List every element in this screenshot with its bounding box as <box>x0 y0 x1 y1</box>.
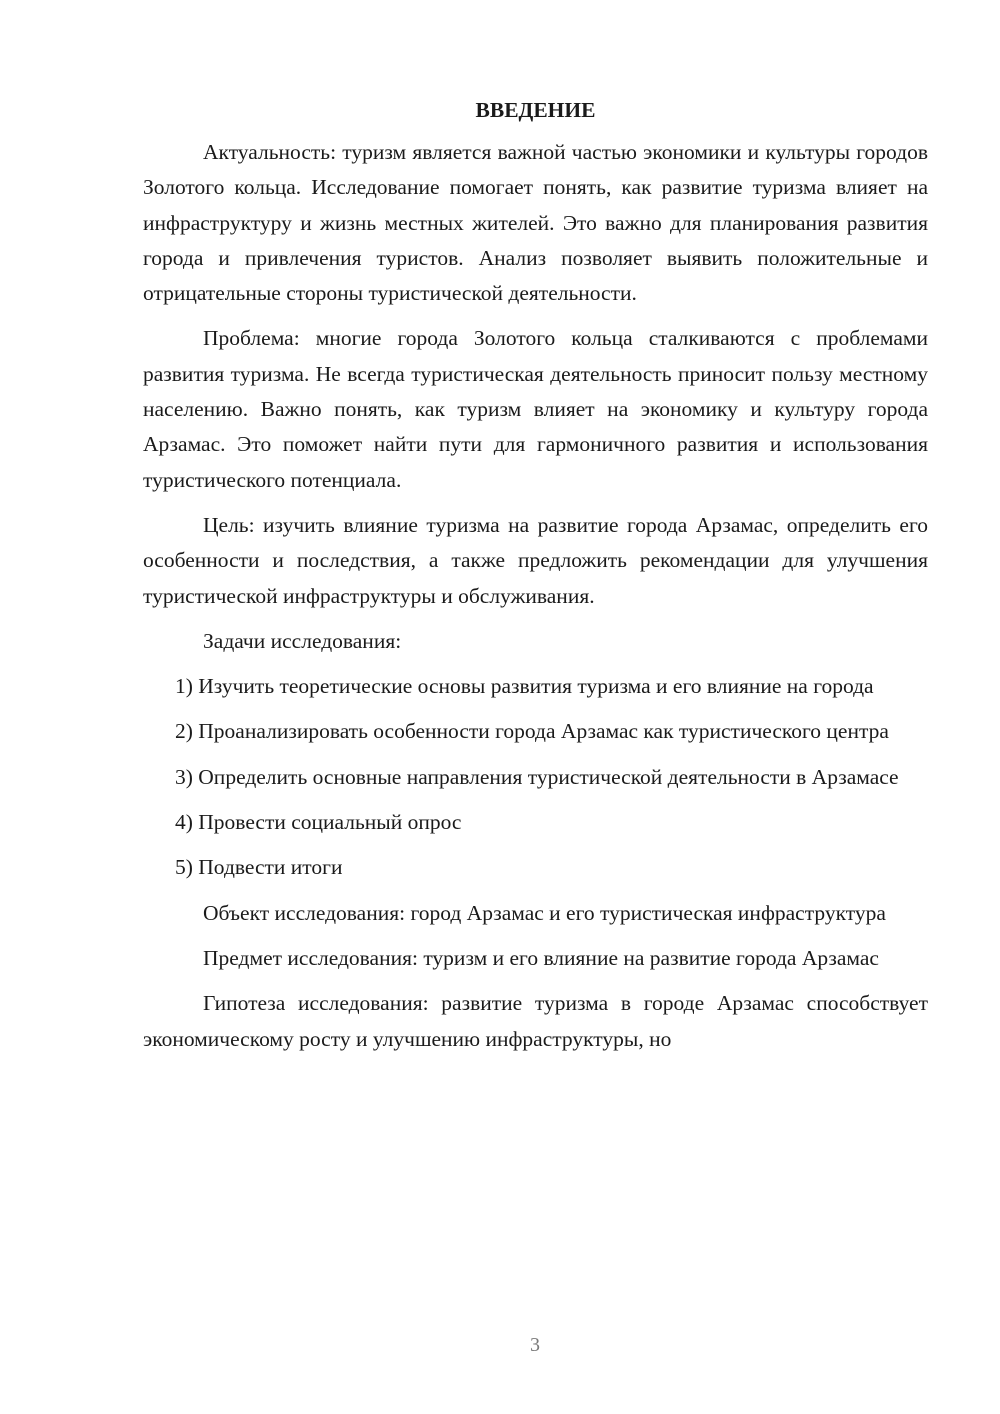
paragraph-hypothesis: Гипотеза исследования: развитие туризма в городе Арзамас способствует экономическому росту и улучшению инфраструктуры, но <box>143 991 928 1051</box>
paragraph-subject: Предмет исследования: туризм и его влияние на развитие города Арзамас <box>203 945 879 970</box>
paragraph-object: Объект исследования: город Арзамас и его туристическая инфраструктура <box>203 900 886 925</box>
page-number: 3 <box>530 1334 540 1356</box>
page-title: ВВЕДЕНИЕ <box>475 98 596 122</box>
tasks-list <box>143 669 928 885</box>
document-page <box>143 95 928 1067</box>
paragraph-goal: Цель: изучить влияние туризма на развитие города Арзамас, определить его особенности и последствия, а также предложить рекомендации для улучшения туристической инфраструктуры и обслуживания. <box>143 512 928 608</box>
list-item: 5) Подвести итоги <box>175 855 343 880</box>
list-item: 1) Изучить теоретические основы развития туризма и его влияние на города <box>175 674 874 699</box>
list-item: 4) Провести социальный опрос <box>175 810 462 835</box>
list-item: 3) Определить основные направления туристической деятельности в Арзамасе <box>175 764 899 789</box>
paragraph-problem: Проблема: многие города Золотого кольца сталкиваются с проблемами развития туризма. Не всегда туристическая деятельность приносит пользу местному населению. Важно понять, как туризм влияет на экономику и культуру города Арзамас. Это поможет найти пути для гармоничного развития и использования туристического потенциала. <box>143 326 928 492</box>
list-item: 2) Проанализировать особенности города Арзамас как туристического центра <box>175 719 889 744</box>
tasks-heading: Задачи исследования: <box>203 628 402 653</box>
paragraph-relevance: Актуальность: туризм является важной частью экономики и культуры городов Золотого кольца. Исследование помогает понять, как развитие туризма влияет на инфраструктуру и жизнь местных жителей. Это важно для планирования развития города и привлечения туристов. Анализ позволяет выявить положительные и отрицательные стороны туристической деятельности. <box>143 140 928 306</box>
